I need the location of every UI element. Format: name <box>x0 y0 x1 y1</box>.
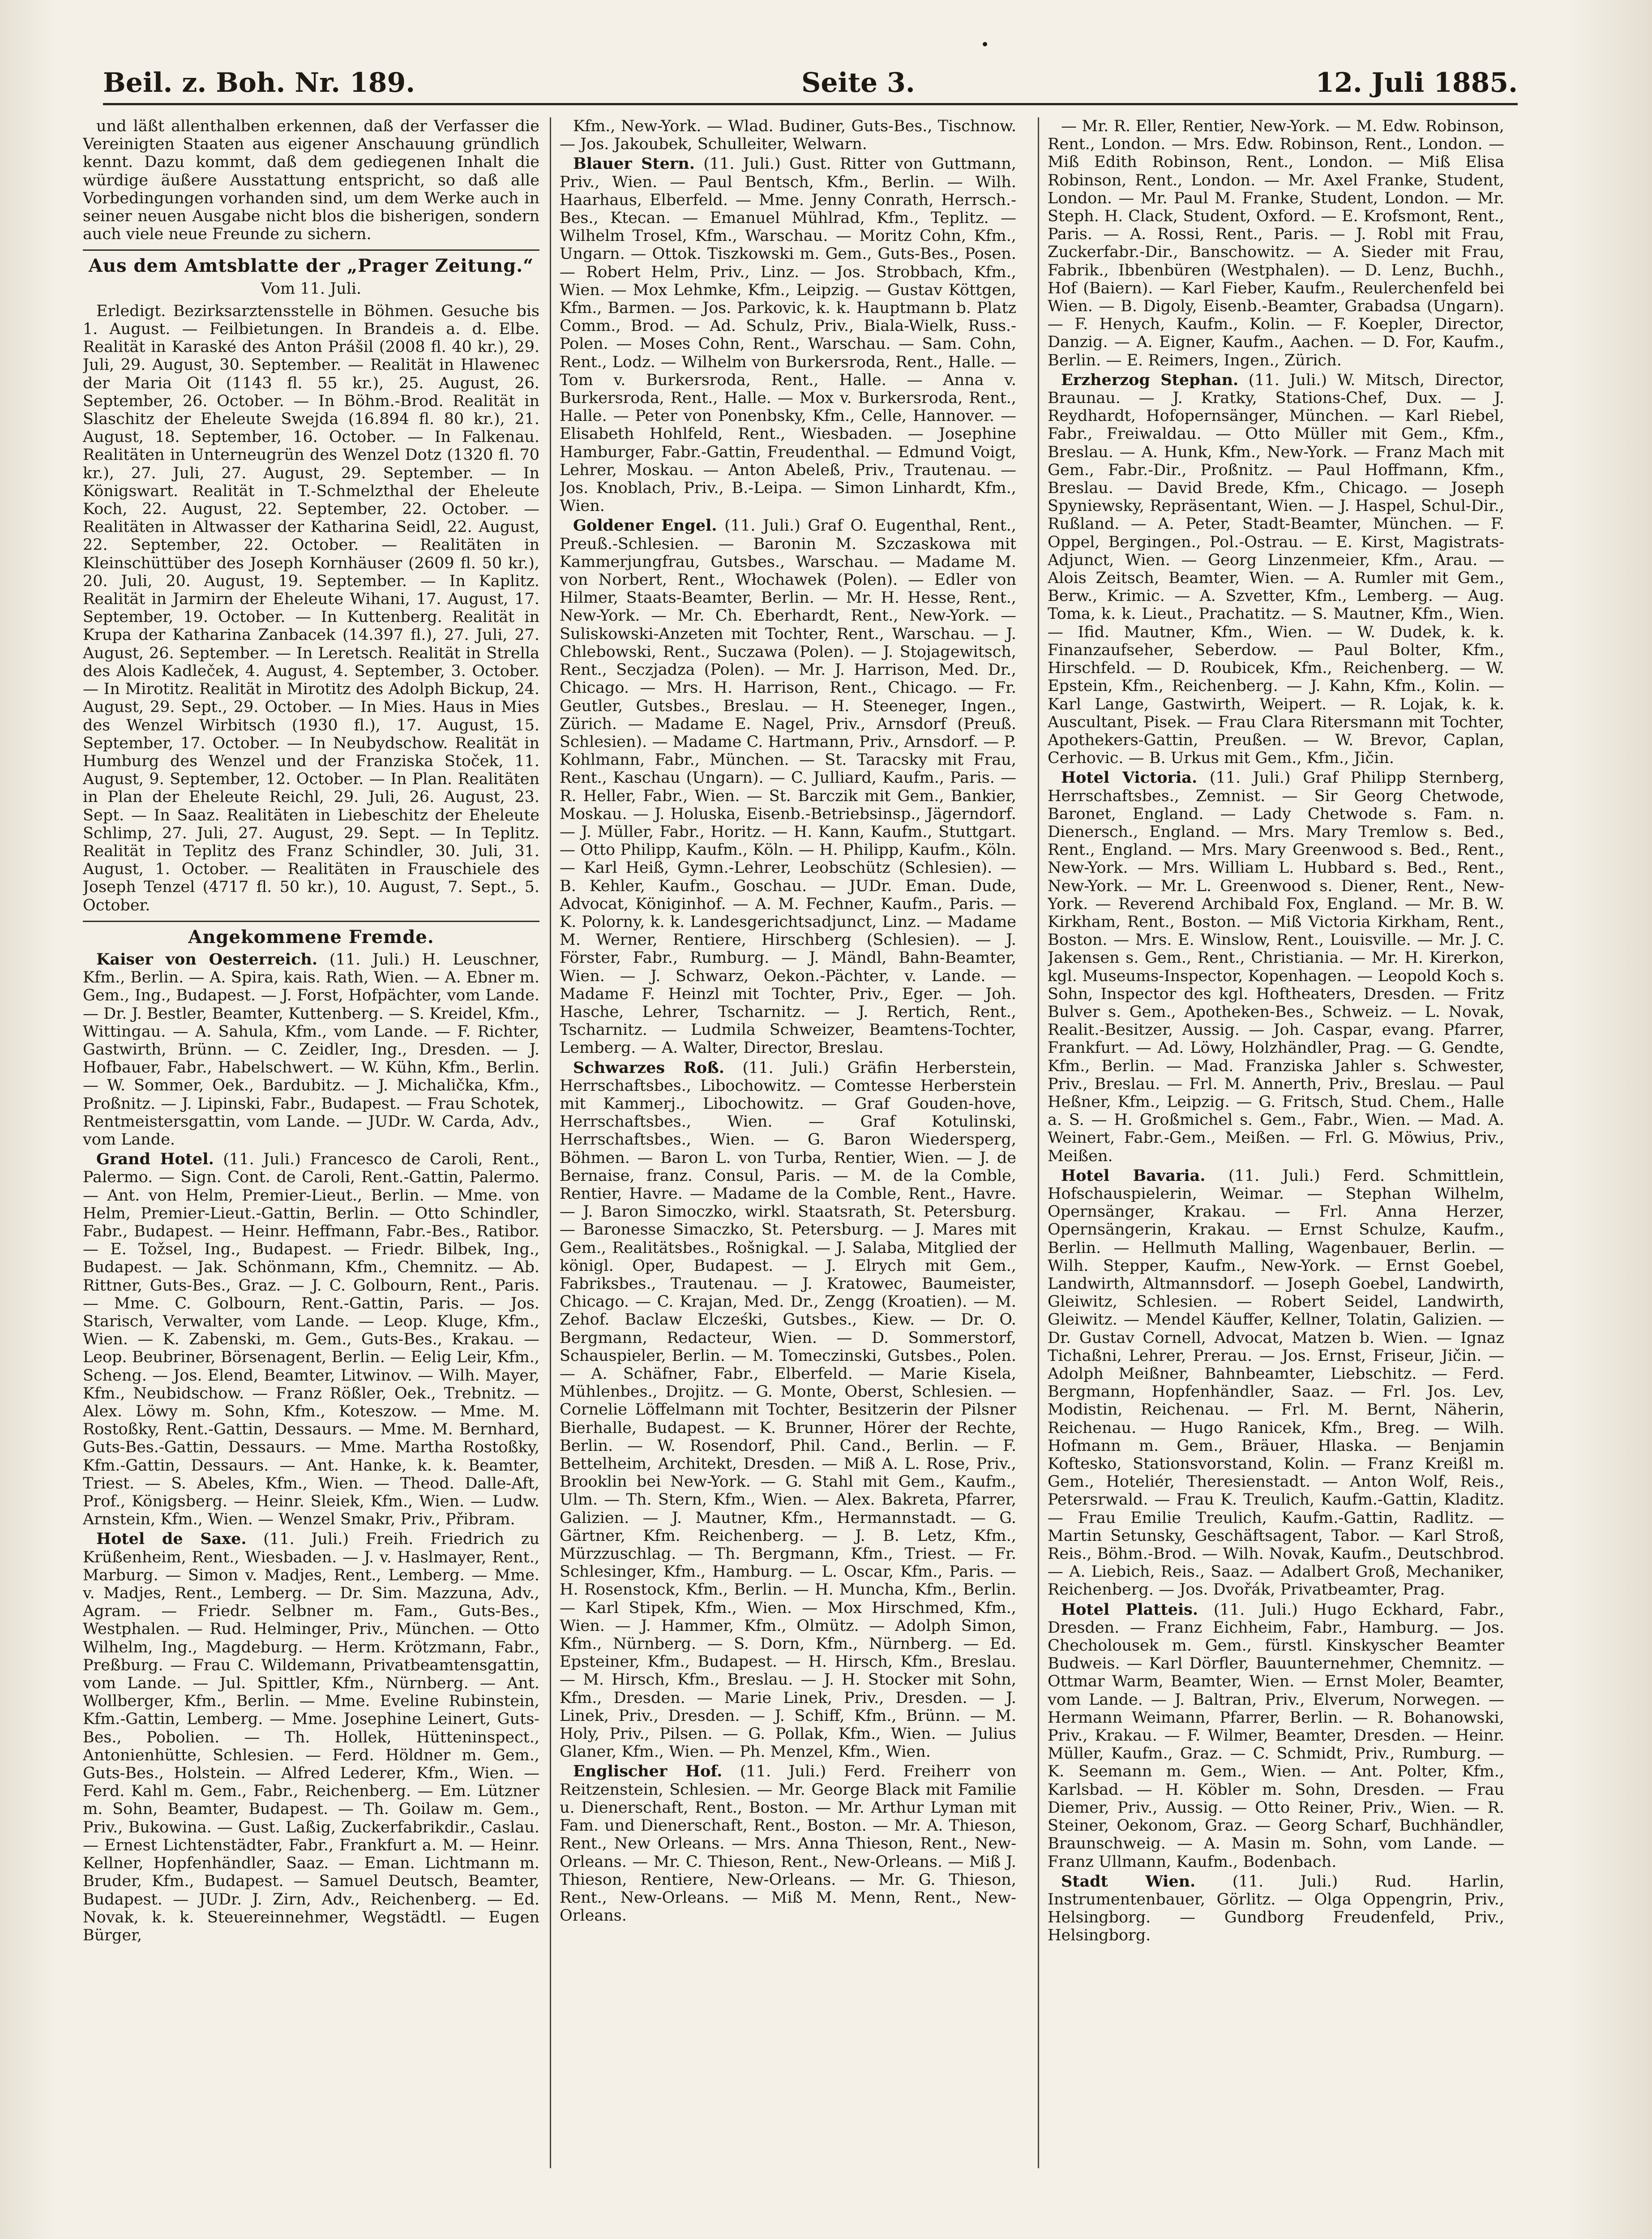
amtsblatt-text: Erledigt. Bezirksarztensstelle in Böhmen. Gesuche bis 1. August. — Feilbietungen. In Brandeis a. d. Elbe. Realität in Karaské des Anton Prášil (2008 fl. 40 kr.), 29. Juli, 29. August, 30. September. — Realität in Hlawenec der Maria Oit (1143 fl. 55 kr.), 25. August, 26. September, 26. October. — In Böhm.-Brod. Realität in Slaschitz der Eheleute Swejda (16.894 fl. 80 kr.), 21. August, 18. September, 16. October. — In Falkenau. Realitäten in Unterneugrün des Wenzel Dotz (1320 fl. 70 kr.), 27. Juli, 27. August, 29. September. — In Königswart. Realität in T.-Schmelzthal der Eheleute Koch, 22. August, 22. September, 22. October. — Realitäten in Altwasser der Katharina Seidl, 22. August, 22. September, 22. October. — Realitäten in Kleinschüttüber des Joseph Kornhäuser (2609 fl. 50 kr.), 20. Juli, 20. August, 19. September. — In Kaplitz. Realität in Jarmirn der Eheleute Wihani, 17. August, 17. September, 19. October. — In Kuttenberg. Realität in Krupa der Katharina Zanbacek (14.397 fl.), 27. Juli, 27. August, 26. September. — In Leretsch. Realität in Strella des Alois Kadleček, 4. August, 4. September, 3. October. — In Mirotitz. Realität in Mirotitz des Adolph Bickup, 24. August, 29. Sept., 29. October. — In Mies. Haus in Mies des Wenzel Wirbitsch (1930 fl.), 17. August, 15. September, 17. October. — In Neubydschow. Realität in Humburg des Wenzel und der Franziska Stoček, 11. August, 9. September, 12. October. — In Plan. Realitäten in Plan der Eheleute Reichl, 29. Juli, 26. August, 23. Sept. — In Saaz. Realitäten in Liebeschitz der Eheleute Schlimp, 27. Juli, 27. August, 29. Sept. — In Teplitz. Realität in Teplitz des Franz Schindler, 30. Juli, 31. August, 1. October. — Realitäten in Frauschiele des Joseph Tenzel (4717 fl. 50 kr.), 10. August, 7. Sept., 5. October. <box>83 302 539 914</box>
hotel-entry <box>560 1059 1016 1761</box>
amtsblatt-date: Vom 11. Juli. <box>261 279 362 298</box>
hotel-entry <box>1048 1873 1504 1945</box>
page-number: Seite 3. <box>801 67 915 99</box>
issue-date: 12. Juli 1885. <box>1315 67 1518 99</box>
hotel-name: Goldener Engel. <box>573 516 717 535</box>
hotel-name: Hotel de Saxe. <box>96 1530 247 1548</box>
column-divider <box>1038 117 1039 2168</box>
section-divider <box>83 249 539 251</box>
guest-list: (11. Juli.) Rud. Harlin, Instrumentenbauer, Görlitz. — Olga Oppengrin, Priv., Helsingborg. — Gundborg Freudenfeld, Priv., Helsingborg. <box>1048 1872 1504 1945</box>
book-review-ending: und läßt allenthalben erkennen, daß der Verfasser die Vereinigten Staaten aus eigener Anschauung gründlich kennt. Dazu kommt, daß dem gediegenen Inhalt die würdige äußere Ausstattung entspricht, so daß alle Vorbedingungen vorhanden sind, um dem Werke auch in seiner neuen Ausgabe nicht blos die bisherigen, sondern auch viele neue Freunde zu sichern. <box>83 117 539 244</box>
hotel-name: Grand Hotel. <box>96 1150 214 1169</box>
column-3 <box>1048 117 1504 2177</box>
hotel-name: Hotel Platteis. <box>1061 1600 1198 1619</box>
hotel-name: Erzherzog Stephan. <box>1061 370 1239 389</box>
hotel-name: Stadt Wien. <box>1061 1872 1196 1891</box>
hotel-entry <box>83 1150 539 1528</box>
hotel-entry <box>1048 1167 1504 1599</box>
guest-list: (11. Juli.) H. Leuschner, Kfm., Berlin. — A. Spira, kais. Rath, Wien. — A. Ebner m. Gem., Ing., Budapest. — J. Forst, Hofpächter, vom Lande. — Dr. J. Bestler, Beamter, Kuttenberg. — S. Kreidel, Kfm., Wittingau. — A. Sahula, Kfm., vom Lande. — F. Richter, Gastwirth, Brünn. — C. Zeidler, Ing., Dresden. — J. Hofbauer, Fabr., Habelschwert. — W. Kühn, Kfm., Berlin. — W. Sommer, Oek., Bardubitz. — J. Michalička, Kfm., Proßnitz. — J. Lipinski, Fabr., Budapest. — Frau Schotek, Rentmeistersgattin, vom Lande. — JUDr. W. Carda, Adv., vom Lande. <box>83 950 539 1149</box>
hotel-entry <box>1048 1601 1504 1871</box>
guest-list: (11. Juli.) Francesco de Caroli, Rent., Palermo. — Sign. Cont. de Caroli, Rent.-Gattin, Palermo. — Ant. von Helm, Premier-Lieut., Berlin. — Mme. von Helm, Premier-Lieut.-Gattin, Berlin. — Otto Schindler, Fabr., Budapest. — Heinr. Heffmann, Fabr.-Bes., Ratibor. — E. Tožsel, Ing., Budapest. — Friedr. Bilbek, Ing., Budapest. — Jak. Schönmann, Kfm., Chemnitz. — Ab. Rittner, Guts-Bes., Graz. — J. C. Golbourn, Rent., Paris. — Mme. C. Golbourn, Rent.-Gattin, Paris. — Jos. Starisch, Verwalter, vom Lande. — Leop. Kluge, Kfm., Wien. — K. Zabenski, m. Gem., Guts-Bes., Krakau. — Leop. Beubriner, Börsenagent, Berlin. — Eelig Leir, Kfm., Scheng. — Jos. Elend, Beamter, Litwinov. — Wilh. Mayer, Kfm., Neubidschow. — Franz Rößler, Oek., Trebnitz. — Alex. Löwy m. Sohn, Kfm., Koteszow. — Mme. M. Rostoßky, Rent.-Gattin, Dessaurs. — Mme. M. Bernhard, Guts-Bes.-Gattin, Dessaurs. — Mme. Martha Rostoßky, Kfm.-Gattin, Dessaurs. — Ant. Hanke, k. k. Beamter, Triest. — S. Abeles, Kfm., Wien. — Theod. Dalle-Aft, Prof., Königsberg. — Heinr. Sleiek, Kfm., Wien. — Ludw. Arnstein, Kfm., Wien. — Wenzel Smakr, Priv., Přibram. <box>83 1150 539 1529</box>
guest-list: (11. Juli.) Ferd. Freiherr von Reitzenstein, Schlesien. — Mr. George Black mit Familie u. Dienerschaft, Rent., Boston. — Mr. Arthur Lyman mit Fam. und Dienerschaft, Rent., Boston. — Mr. A. Thieson, Rent., New Orleans. — Mrs. Anna Thieson, Rent., New-Orleans. — Mr. C. Thieson, Rent., New-Orleans. — Miß J. Thieson, Rentiere, New-Orleans. — Mr. G. Thieson, Rent., New-Orleans. — Miß M. Menn, Rent., New-Orleans. <box>560 1763 1016 1925</box>
hotel-entry <box>83 1530 539 1944</box>
page-header <box>103 67 1518 105</box>
guest-list: (11. Juli.) Gräfin Herberstein, Herrschaftsbes., Libochowitz. — Comtesse Herberstein mit Kammerj., Libochowitz. — Graf Gouden-hove, Herrschaftsbes., Wien. — Graf Kotulinski, Herrschaftsbes., Wien. — G. Baron Wiedersperg, Böhmen. — Baron L. von Turba, Rentier, Wien. — J. de Bernaise, franz. Consul, Paris. — M. de la Comble, Rentier, Havre. — Madame de la Comble, Rent., Havre. — J. Baron Simoczko, wirkl. Staatsrath, St. Petersburg. — Baronesse Simaczko, St. Petersburg. — J. Mares mit Gem., Realitätsbes., Rošnigkal. — J. Salaba, Mitglied der königl. Oper, Budapest. — J. Elrych mit Gem., Fabriksbes., Trautenau. — J. Kratowec, Baumeister, Chicago. — C. Krajan, Med. Dr., Zengg (Kroatien). — M. Zehof. Baclaw Elcześki, Gutsbes., Kiew. — Dr. O. Bergmann, Redacteur, Wien. — D. Sommerstorf, Schauspieler, Berlin. — M. Tomeczinski, Gutsbes., Polen. — A. Schäfner, Fabr., Elberfeld. — Marie Kisela, Mühlenbes., Drojitz. — G. Monte, Oberst, Schlesien. — Cornelie Löffelmann mit Tochter, Besitzerin der Pilsner Bierhalle, Budapest. — K. Brunner, Hörer der Rechte, Berlin. — W. Rosendorf, Phil. Cand., Berlin. — F. Bettelheim, Architekt, Dresden. — Miß A. L. Rose, Priv., Brooklin bei New-York. — G. Stahl mit Gem., Kaufm., Ulm. — Th. Stern, Kfm., Wien. — Alex. Bakreta, Pfarrer, Galizien. — J. Mautner, Kfm., Hermannstadt. — G. Gärtner, Kfm. Reichenberg. — J. B. Letz, Kfm., Mürzzuschlag. — Th. Bergmann, Kfm., Triest. — Fr. Schlesinger, Kfm., Hamburg. — L. Oscar, Kfm., Paris. — H. Rosenstock, Kfm., Berlin. — H. Muncha, Kfm., Berlin. — Karl Stipek, Kfm., Wien. — Mox Hirschmed, Kfm., Wien. — J. Hammer, Kfm., Olmütz. — Adolph Simon, Kfm., Nürnberg. — S. Dorn, Kfm., Nürnberg. — Ed. Epsteiner, Kfm., Budapest. — H. Hirsch, Kfm., Breslau. — M. Hirsch, Kfm., Breslau. — J. H. Stocker mit Sohn, Kfm., Dresden. — Marie Linek, Priv., Dresden. — J. Linek, Priv., Dresden. — J. Schiff, Kfm., Brünn. — M. Holy, Priv., Pilsen. — G. Pollak, Kfm., Wien. — Julius Glaner, Kfm., Wien. — Ph. Menzel, Kfm., Wien. <box>560 1059 1016 1761</box>
hotel-name: Englischer Hof. <box>573 1762 723 1781</box>
print-mark: • <box>980 36 990 54</box>
hotel-name: Hotel Bavaria. <box>1061 1166 1206 1185</box>
hotel-name: Kaiser von Oesterreich. <box>96 950 318 969</box>
hotel-entry <box>560 1763 1016 1925</box>
column-1 <box>83 117 539 2177</box>
column-divider <box>550 117 551 2168</box>
hotel-entry <box>1048 371 1504 767</box>
hotel-name: Hotel Victoria. <box>1061 768 1198 787</box>
guest-list: (11. Juli.) Gust. Ritter von Guttmann, Priv., Wien. — Paul Bentsch, Kfm., Berlin. — Wilh. Haarhaus, Elberfeld. — Mme. Jenny Conrath, Herrsch.-Bes., Ktecan. — Emanuel Mühlrad, Kfm., Teplitz. — Wilhelm Trosel, Kfm., Warschau. — Moritz Cohn, Kfm., Ungarn. — Ottok. Tiszkowski m. Gem., Guts-Bes., Posen. — Robert Helm, Priv., Linz. — Jos. Strobbach, Kfm., Wien. — Mox Lehmke, Kfm., Leipzig. — Gustav Köttgen, Kfm., Barmen. — Jos. Parkovic, k. k. Hauptmann b. Platz Comm., Brod. — Ad. Schulz, Priv., Biala-Wielk, Russ.-Polen. — Moses Cohn, Rent., Warschau. — Sam. Cohn, Rent., Lodz. — Wilhelm von Burkersroda, Rent., Halle. — Tom v. Burkersroda, Rent., Halle. — Anna v. Burkersroda, Rent., Halle. — Mox v. Burkersroda, Rent., Halle. — Peter von Ponenbsky, Kfm., Celle, Hannover. — Elisabeth Hohlfeld, Rent., Wiesbaden. — Josephine Hamburger, Fabr.-Gattin, Freudenthal. — Edmund Voigt, Lehrer, Moskau. — Anton Abeleß, Priv., Trautenau. — Jos. Knoblach, Priv., B.-Leipa. — Simon Linhardt, Kfm., Wien. <box>560 155 1016 515</box>
hotel-entry <box>560 517 1016 1057</box>
guest-list: (11. Juli.) Hugo Eckhard, Fabr., Dresden. — Franz Eichheim, Fabr., Hamburg. — Jos. Checholousek m. Gem., fürstl. Kinskyscher Beamter Budweis. — Karl Dörfler, Bauunternehmer, Chemnitz. — Ottmar Warm, Beamter, Wien. — Ernst Moler, Beamter, vom Lande. — J. Baltran, Priv., Elverum, Norwegen. — Hermann Weimann, Pfarrer, Berlin. — R. Bohanowski, Priv., Krakau. — F. Wilmer, Beamter, Dresden. — Heinr. Müller, Kaufm., Graz. — C. Schmidt, Priv., Rumburg. — K. Seemann m. Gem., Wien. — Ant. Polter, Kfm., Karlsbad. — H. Köbler m. Sohn, Dresden. — Frau Diemer, Priv., Aussig. — Otto Reiner, Priv., Wien. — R. Steiner, Oekonom, Graz. — Georg Scharf, Buchhändler, Braunschweig. — A. Masin m. Sohn, vom Lande. — Franz Ullmann, Kaufm., Bodenbach. <box>1048 1600 1504 1871</box>
hotel-name: Schwarzes Roß. <box>573 1058 724 1077</box>
hotel-entry <box>1048 769 1504 1165</box>
section-divider <box>83 921 539 922</box>
fremde-heading: Angekommene Fremde. <box>188 926 434 948</box>
guest-list-continued: — Mr. R. Eller, Rentier, New-York. — M. Edw. Robinson, Rent., London. — Mrs. Edw. Robinson, Rent., London. — Miß Edith Robinson, Rent., London. — Miß Elisa Robinson, Rent., London. — Mr. Axel Franke, Student, London. — Mr. Paul M. Franke, Student, London. — Mr. Steph. H. Clack, Student, Oxford. — E. Krofsmont, Rent., Paris. — A. Rossi, Rent., Paris. — J. Robl mit Frau, Zuckerfabr.-Dir., Banschowitz. — A. Sieder mit Frau, Fabrik., Ibbenbüren (Westphalen). — D. Lenz, Buchh., Hof (Baiern). — Karl Fieber, Kaufm., Reulerchenfeld bei Wien. — B. Digoly, Eisenb.-Beamter, Grabadsa (Ungarn). — F. Henych, Kaufm., Kolin. — F. Koepler, Director, Danzig. — A. Eigner, Kaufm., Aachen. — D. For, Kaufm., Berlin. — E. Reimers, Ingen., Zürich. <box>1048 117 1504 369</box>
hotel-entry <box>560 155 1016 515</box>
hotel-entry <box>83 951 539 1149</box>
guest-list: (11. Juli.) Graf Philipp Sternberg, Herrschaftsbes., Zemnist. — Sir Georg Chetwode, Baronet, England. — Lady Chetwode s. Fam. n. Dienersch., England. — Mrs. Mary Tremlow s. Bed., Rent., England. — Mrs. Mary Greenwood s. Bed., Rent., New-York. — Mrs. William L. Hubbard s. Bed., Rent., New-York. — Mr. L. Greenwood s. Diener, Rent., New-York. — Reverend Archibald Fox, England. — Mr. B. W. Kirkham, Rent., Boston. — Miß Victoria Kirkham, Rent., Boston. — Mrs. E. Winslow, Rent., Louisville. — Mr. J. C. Jakensen s. Gem., Rent., Christiania. — Mr. H. Kirerkon, kgl. Museums-Inspector, Kopenhagen. — Leopold Koch s. Sohn, Inspector des kgl. Hoftheaters, Dresden. — Fritz Bulver s. Gem., Apotheken-Bes., Schweiz. — L. Novak, Realit.-Besitzer, Aussig. — Joh. Caspar, evang. Pfarrer, Frankfurt. — Ad. Löwy, Holzhändler, Prag. — G. Gendte, Kfm., Berlin. — Mad. Franziska Jahler s. Schwester, Priv., Breslau. — Frl. M. Annerth, Priv., Breslau. — Paul Heßner, Kfm., Leipzig. — G. Fritsch, Stud. Chem., Halle a. S. — H. Großmichel s. Gem., Fabr., Wien. — Mad. A. Weinert, Fabr.-Gem., Meißen. — Frl. G. Möwius, Priv., Meißen. <box>1048 769 1504 1165</box>
hotel-name: Blauer Stern. <box>573 154 695 173</box>
column-2 <box>560 117 1016 2177</box>
guest-list: (11. Juli.) W. Mitsch, Director, Braunau. — J. Kratky, Stations-Chef, Dux. — J. Reydhardt, Hofopernsänger, München. — Karl Riebel, Fabr., Freiwaldau. — Otto Müller mit Gem., Kfm., Breslau. — A. Hunk, Kfm., New-York. — Franz Mach mit Gem., Fabr.-Dir., Proßnitz. — Paul Hoffmann, Kfm., Breslau. — David Brede, Kfm., Chicago. — Joseph Spyniewsky, Repräsentant, Wien. — J. Haspel, Schul-Dir., Rußland. — A. Peter, Stadt-Beamter, München. — F. Oppel, Bergingen., Pol.-Ostrau. — E. Kirst, Magistrats-Adjunct, Wien. — Georg Linzenmeier, Kfm., Arau. — Alois Zeitsch, Beamter, Wien. — A. Rumler mit Gem., Berw., Krimic. — A. Szvetter, Kfm., Lemberg. — Aug. Toma, k. k. Lieut., Prachatitz. — S. Mautner, Kfm., Wien. — Ifid. Mautner, Kfm., Wien. — W. Dudek, k. k. Finanzaufseher, Seberdow. — Paul Bolter, Kfm., Hirschfeld. — D. Roubicek, Kfm., Reichenberg. — W. Epstein, Kfm., Reichenberg. — J. Kahn, Kfm., Kolin. — Karl Lange, Gastwirth, Weipert. — R. Lojak, k. k. Auscultant, Pisek. — Frau Clara Ritersmann mit Tochter, Apothekers-Gattin, Preußen. — W. Brevor, Caplan, Cerhovic. — B. Urkus mit Gem., Kfm., Jičin. <box>1048 371 1504 768</box>
guest-list-continued: Kfm., New-York. — Wlad. Budiner, Guts-Bes., Tischnow. — Jos. Jakoubek, Schulleiter, Welwarn. <box>560 117 1016 154</box>
guest-list: (11. Juli.) Graf O. Eugenthal, Rent., Preuß.-Schlesien. — Baronin M. Szczaskowa mit Kammerjungfrau, Gutsbes., Warschau. — Madame M. von Norbert, Rent., Włochawek (Polen). — Edler von Hilmer, Staats-Beamter, Berlin. — Mr. H. Hesse, Rent., New-York. — Mr. Ch. Eberhardt, Rent., New-York. — Suliskowski-Anzeten mit Tochter, Rent., Warschau. — J. Chlebowski, Rent., Suczawa (Polen). — J. Stojagewitsch, Rent., Seczjadza (Polen). — Mr. J. Harrison, Med. Dr., Chicago. — Mrs. H. Harrison, Rent., Chicago. — Fr. Geutler, Gutsbes., Breslau. — H. Steeneger, Ingen., Zürich. — Madame E. Nagel, Priv., Arnsdorf (Preuß. Schlesien). — Madame C. Hartmann, Priv., Arnsdorf. — P. Kohlmann, Fabr., München. — St. Taracsky mit Frau, Rent., Kaschau (Ungarn). — C. Julliard, Kaufm., Paris. — R. Heller, Fabr., Wien. — St. Barczik mit Gem., Bankier, Moskau. — J. Holuska, Eisenb.-Betriebsinsp., Jägerndorf. — J. Müller, Fabr., Horitz. — H. Kann, Kaufm., Stuttgart. — Otto Philipp, Kaufm., Köln. — H. Philipp, Kaufm., Köln. — Karl Heiß, Gymn.-Lehrer, Leobschütz (Schlesien). — B. Kehler, Kaufm., Goschau. — JUDr. Eman. Dude, Advocat, Königinhof. — A. M. Fechner, Kaufm., Paris. — K. Polorny, k. k. Landesgerichtsadjunct, Linz. — Madame M. Werner, Rentiere, Hirschberg (Schlesien). — J. Förster, Fabr., Rumburg. — J. Mändl, Bahn-Beamter, Wien. — J. Schwarz, Oekon.-Pächter, v. Lande. — Madame F. Heinzl mit Tochter, Priv., Eger. — Joh. Hasche, Lehrer, Tscharnitz. — J. Rertich, Rent., Tscharnitz. — Ludmila Schweizer, Beamtens-Tochter, Lemberg. — A. Walter, Director, Breslau. <box>560 517 1016 1057</box>
guest-list: (11. Juli.) Freih. Friedrich zu Krüßenheim, Rent., Wiesbaden. — J. v. Haslmayer, Rent., Marburg. — Simon v. Madjes, Rent., Lemberg. — Mme. v. Madjes, Rent., Lemberg. — Dr. Sim. Mazzuna, Adv., Agram. — Friedr. Selbner m. Fam., Guts-Bes., Westphalen. — Rud. Helminger, Priv., München. — Otto Wilhelm, Ing., Magdeburg. — Herm. Krötzmann, Fabr., Preßburg. — Frau C. Wildemann, Privatbeamtensgattin, vom Lande. — Jul. Spittler, Kfm., Nürnberg. — Ant. Wollberger, Kfm., Berlin. — Mme. Eveline Rubinstein, Kfm.-Gattin, Lemberg. — Mme. Josephine Leinert, Guts-Bes., Pobolien. — Th. Hollek, Hütteninspect., Antonienhütte, Schlesien. — Ferd. Höldner m. Gem., Guts-Bes., Holstein. — Alfred Lederer, Kfm., Wien. — Ferd. Kahl m. Gem., Fabr., Reichenberg. — Em. Lützner m. Sohn, Beamter, Budapest. — Th. Goilaw m. Gem., Priv., Bukowina. — Gust. Laßig, Zuckerfabrikdir., Caslau. — Ernest Lichtenstädter, Fabr., Frankfurt a. M. — Heinr. Kellner, Hopfenhändler, Saaz. — Eman. Lichtmann m. Bruder, Kfm., Budapest. — Samuel Deutsch, Beamter, Budapest. — JUDr. J. Zirn, Adv., Reichenberg. — Ed. Novak, k. k. Steuereinnehmer, Wegstädtl. — Eugen Bürger, <box>83 1530 539 1944</box>
guest-list: (11. Juli.) Ferd. Schmittlein, Hofschauspielerin, Weimar. — Stephan Wilhelm, Opernsänger, Krakau. — Frl. Anna Herzer, Opernsängerin, Krakau. — Ernst Schulze, Kaufm., Berlin. — Hellmuth Malling, Wagenbauer, Berlin. — Wilh. Stepper, Kaufm., New-York. — Ernst Goebel, Landwirth, Altmannsdorf. — Joseph Goebel, Landwirth, Gleiwitz, Schlesien. — Robert Seidel, Landwirth, Gleiwitz. — Mendel Käuffer, Kellner, Tolatin, Galizien. — Dr. Gustav Cornell, Advocat, Matzen b. Wien. — Ignaz Tichaßni, Lehrer, Prerau. — Jos. Ernst, Friseur, Jičin. — Adolph Meißner, Bahnbeamter, Liebschitz. — Ferd. Bergmann, Hopfenhändler, Saaz. — Frl. Jos. Lev, Modistin, Reichenau. — Frl. M. Bernt, Näherin, Reichenau. — Hugo Ranicek, Kfm., Breg. — Wilh. Hofmann m. Gem., Bräuer, Hlaska. — Benjamin Koftesko, Stationsvorstand, Kolin. — Franz Kreißl m. Gem., Hoteliér, Theresienstadt. — Anton Wolf, Reis., Petersrwald. — Frau K. Treulich, Kaufm.-Gattin, Kladitz. — Frau Emilie Treulich, Kaufm.-Gattin, Radlitz. — Martin Setunsky, Geschäftsagent, Tabor. — Karl Stroß, Reis., Böhm.-Brod. — Wilh. Novak, Kaufm., Deutschbrod. — A. Liebich, Reis., Saaz. — Adalbert Groß, Mechaniker, Reichenberg. — Jos. Dvořák, Privatbeamter, Prag. <box>1048 1167 1504 1599</box>
amtsblatt-heading: Aus dem Amtsblatte der „Prager Zeitung.“ <box>88 255 534 277</box>
issue-number: Beil. z. Boh. Nr. 189. <box>103 67 415 99</box>
